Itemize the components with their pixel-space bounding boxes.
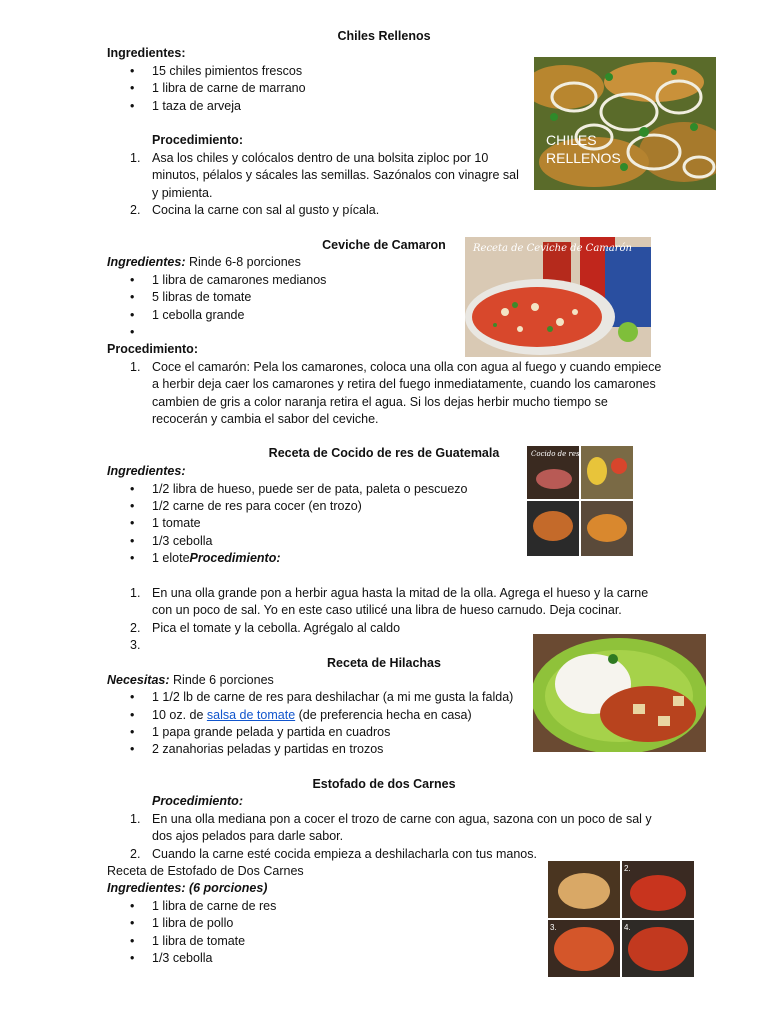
photo-step-number: 2. bbox=[624, 864, 631, 873]
salsa-de-tomate-link[interactable]: salsa de tomate bbox=[206, 708, 296, 722]
hilachas-needs-line bbox=[107, 672, 274, 689]
estofado-procedure-label: Procedimiento: bbox=[152, 794, 243, 808]
list-item: • 1 libra de carne de marrano bbox=[152, 80, 306, 97]
list-item: • 2 zanahorias peladas y partidas en trozos bbox=[152, 741, 383, 758]
list-item: • 1 libra de pollo bbox=[152, 915, 233, 932]
step-number: 1. bbox=[130, 812, 141, 826]
list-item: • 1 1/2 lb de carne de res para deshilachar (a mi me gusta la falda) bbox=[152, 689, 513, 706]
list-item: • 1 cebolla grande bbox=[152, 307, 244, 324]
list-item-text: 1 elote bbox=[152, 551, 190, 565]
ceviche-photo bbox=[465, 237, 651, 357]
step-text: Pica el tomate y la cebolla. Agrégalo al caldo bbox=[152, 621, 401, 635]
list-item: • 1 tomate bbox=[152, 515, 201, 532]
hilachas-needs-label: Necesitas: bbox=[107, 673, 170, 687]
list-item: • 5 libras de tomate bbox=[152, 289, 251, 306]
photo-caption: CHILES bbox=[546, 132, 597, 148]
photo-caption: Cocido de res bbox=[531, 450, 580, 458]
step-number: 1. bbox=[130, 151, 141, 165]
cocido-title: Receta de Cocido de res de Guatemala bbox=[268, 446, 500, 460]
photo-step-number: 4. bbox=[624, 923, 631, 932]
estofado-subtitle: Receta de Estofado de Dos Carnes bbox=[107, 864, 304, 878]
hilachas-photo bbox=[533, 634, 706, 752]
ceviche-procedure-label: Procedimiento: bbox=[107, 342, 198, 356]
list-item: • 1/2 libra de hueso, puede ser de pata, paleta o pescuezo bbox=[152, 481, 468, 498]
estofado-photo bbox=[548, 861, 694, 977]
photo-caption: Receta de Ceviche de Camarón bbox=[473, 243, 632, 254]
hilachas-title: Receta de Hilachas bbox=[327, 656, 441, 670]
step-text: Coce el camarón: Pela los camarones, coloca una olla con agua al fuego y cuando empiece bbox=[152, 360, 662, 374]
list-item: • 15 chiles pimientos frescos bbox=[152, 63, 302, 80]
step-text: En una olla grande pon a herbir agua hasta la mitad de la olla. Agrega el hueso y la carne bbox=[152, 586, 649, 600]
step-number: 1. bbox=[130, 586, 141, 600]
step-text: Asa los chiles y colócalos dentro de una bolsita ziploc por 10 bbox=[152, 151, 489, 165]
cocido-procedure-label: Procedimiento: bbox=[189, 551, 281, 565]
list-item-text: 10 oz. de bbox=[152, 708, 207, 722]
list-item bbox=[152, 550, 281, 567]
ceviche-ingredients-label: Ingredientes: bbox=[107, 255, 186, 269]
photo-caption: RELLENOS bbox=[546, 150, 621, 166]
step-text: con un poco de sal. Yo en este caso utilicé una libra de hueso carnudo. Deja cocinar. bbox=[152, 603, 622, 617]
step-number: 3. bbox=[130, 638, 141, 652]
list-item: • 1 libra de carne de res bbox=[152, 898, 276, 915]
list-item-text: (de preferencia hecha en casa) bbox=[295, 708, 472, 722]
chiles-ingredients-label: Ingredientes: bbox=[107, 46, 186, 60]
step-number: 1. bbox=[130, 360, 141, 374]
list-item: • 1 libra de tomate bbox=[152, 933, 245, 950]
list-item: • 1/3 cebolla bbox=[152, 533, 212, 550]
cocido-ingredients-label: Ingredientes: bbox=[107, 464, 186, 478]
chiles-title: Chiles Rellenos bbox=[337, 29, 431, 43]
step-text: En una olla mediana pon a cocer el trozo de carne con agua, sazona con un poco de sal y bbox=[152, 812, 652, 826]
step-text: dos ajos pelados para darle sabor. bbox=[152, 829, 344, 843]
step-text: minutos, pélalos y sácales las semillas. Sazónalos con vinagre sal bbox=[152, 168, 519, 182]
hilachas-yield: Rinde 6 porciones bbox=[169, 673, 274, 687]
step-text: Cocina la carne con sal al gusto y pícala. bbox=[152, 203, 380, 217]
step-number: 2. bbox=[130, 621, 141, 635]
photo-step-number: 3. bbox=[550, 923, 557, 932]
cocido-photo bbox=[527, 446, 633, 556]
estofado-ingredients-label: Ingredientes: (6 porciones) bbox=[107, 881, 268, 895]
list-item: • 1 taza de arveja bbox=[152, 98, 241, 115]
list-item bbox=[152, 707, 472, 724]
step-text: recocerán y cambia el sabor del ceviche. bbox=[152, 412, 379, 426]
list-item: • 1 papa grande pelada y partida en cuadros bbox=[152, 724, 390, 741]
ceviche-ingredients-line bbox=[107, 254, 301, 271]
step-text: Cuando la carne esté cocida empieza a deshilacharla con tus manos. bbox=[152, 847, 537, 861]
step-text: y pimienta. bbox=[152, 186, 213, 200]
list-item: • 1/2 carne de res para cocer (en trozo) bbox=[152, 498, 362, 515]
ceviche-title: Ceviche de Camaron bbox=[322, 238, 446, 252]
chiles-procedure-label: Procedimiento: bbox=[152, 133, 243, 147]
step-number: 2. bbox=[130, 847, 141, 861]
list-item: • 1 libra de camarones medianos bbox=[152, 272, 326, 289]
estofado-title: Estofado de dos Carnes bbox=[312, 777, 456, 791]
list-item: • 1/3 cebolla bbox=[152, 950, 212, 967]
step-text: cambien de gris a color naranja retira el agua. Si los dejas herbir mucho tiempo se bbox=[152, 395, 608, 409]
step-text: a herbir deja caer los camarones y retira del fuego inmediatamente, cuando los camarones bbox=[152, 377, 656, 391]
step-number: 2. bbox=[130, 203, 141, 217]
ceviche-yield: Rinde 6-8 porciones bbox=[185, 255, 301, 269]
chiles-rellenos-photo bbox=[534, 57, 716, 190]
